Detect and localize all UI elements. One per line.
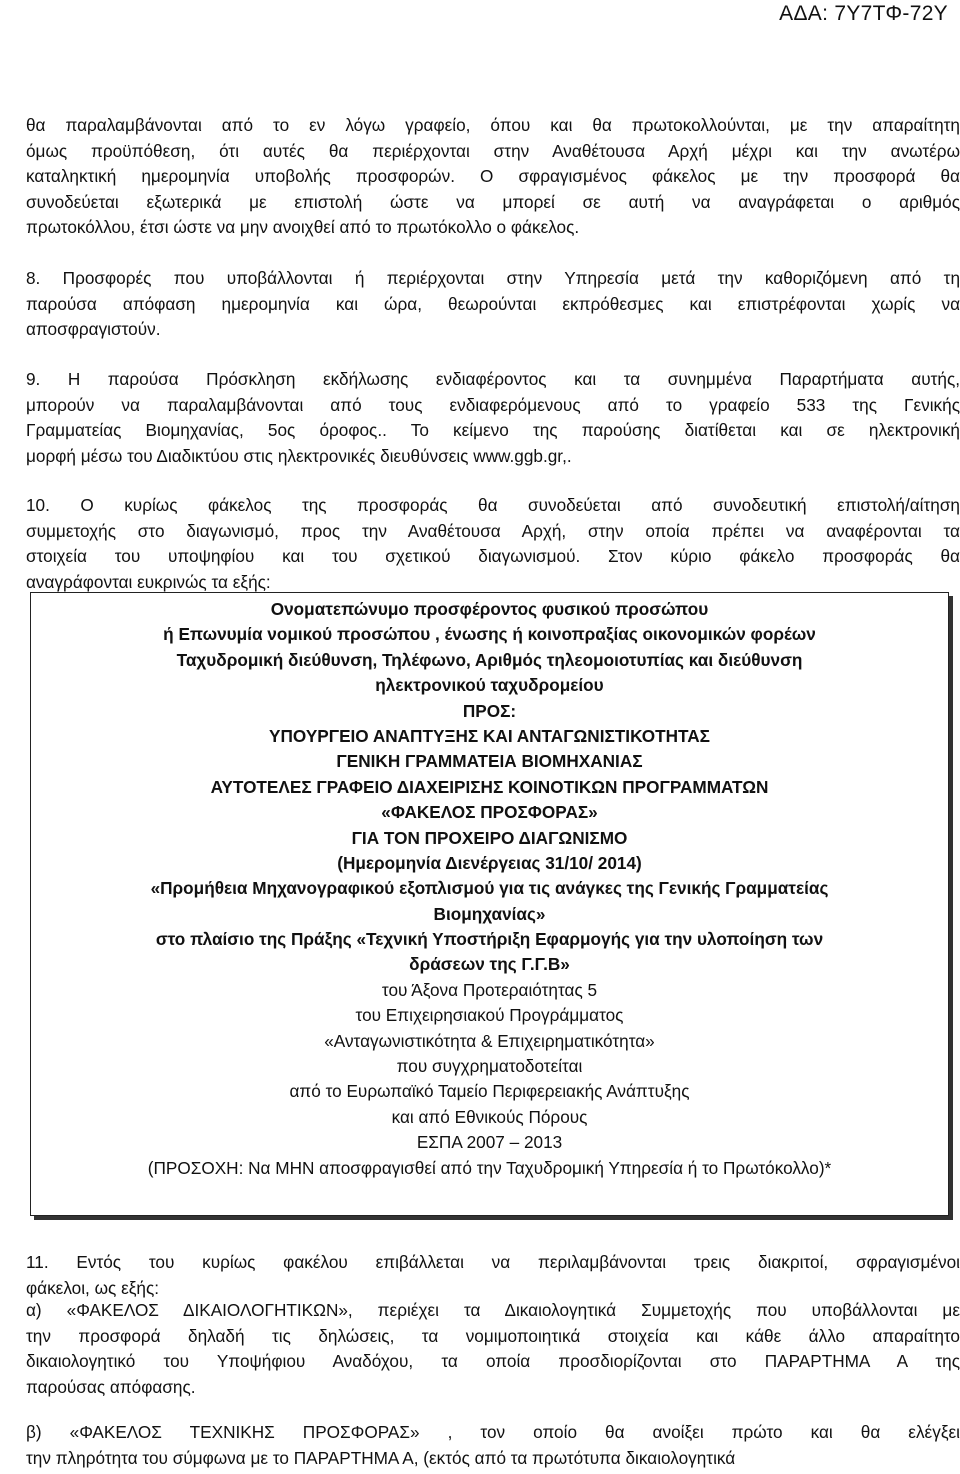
text-line: Γραμματείας Βιομηχανίας, 5ος όροφος.. Το κείμενο της παρούσης διατίθεται και σε ηλεκτρονική <box>26 420 960 440</box>
envelope-line: στο πλαίσιο της Πράξης «Τεχνική Υποστήριξη Εφαρμογής για την υλοποίηση των <box>155 929 824 950</box>
envelope-line: ΠΡΟΣ: <box>462 700 517 721</box>
text-line: 9. Η παρούσα Πρόσκληση εκδήλωσης ενδιαφέροντος και τα συνημμένα Παραρτήματα αυτής, <box>26 369 960 389</box>
envelope-line: που συγχρηματοδοτείται <box>396 1056 583 1077</box>
text-line: αποσφραγιστούν. <box>26 319 161 339</box>
text-line: συμμετοχής στο διαγωνισμό, προς την Αναθέτουσα Αρχή, στην οποία πρέπει να αναφέρονται τα <box>26 520 960 541</box>
envelope-line: ΕΣΠΑ 2007 – 2013 <box>416 1132 563 1153</box>
envelope-line: του Άξονα Προτεραιότητας 5 <box>381 979 598 1000</box>
envelope-line: ΓΙΑ ΤΟΝ ΠΡΟΧΕΙΡΟ ΔΙΑΓΩΝΙΣΜΟ <box>351 827 628 848</box>
text-line: πρωτοκόλλου, έτσι ώστε να μην ανοιχθεί από το πρωτόκολλο ο φάκελος. <box>26 217 580 237</box>
text-line: συνοδεύεται εξωτερικά με επιστολή ώστε να μπορεί σε αυτή να αναγράφεται ο αριθμός <box>26 191 960 212</box>
text-line: την προσφορά δηλαδή τις δηλώσεις, τα νομιμοποιητικά στοιχεία και κάθε άλλο απαραίτητο <box>26 1325 960 1346</box>
text-line: 8. Προσφορές που υποβάλλονται ή περιέρχονται στην Υπηρεσία μετά την καθοριζόμενη από τη <box>26 268 960 288</box>
envelope-line: Ονοματεπώνυμο προσφέροντος φυσικού προσώπου <box>270 599 709 619</box>
envelope-line: «ΦΑΚΕΛΟΣ ΠΡΟΣΦΟΡΑΣ» <box>381 802 598 823</box>
envelope-line: (ΠΡΟΣΟΧΗ: Να ΜΗΝ αποσφραγισθεί από την Ταχυδρομική Υπηρεσία ή το Πρωτόκολλο)* <box>147 1157 832 1178</box>
envelope-label-text <box>31 597 948 1181</box>
text-line: δικαιολογητικό του Υποψήφιου Αναδόχου, τα οποία προσδιορίζονται στο ΠΑΡΑΡΤΗΜΑ Α της <box>26 1351 960 1371</box>
text-line: αναγράφονται ευκρινώς τα εξής: <box>26 571 271 592</box>
text-line: μπορούν να παραλαμβάνονται από τους ενδιαφερόμενους από το γραφείο 533 της Γενικής <box>26 394 960 415</box>
text-line: 10. Ο κυρίως φάκελος της προσφοράς θα συνοδεύεται από συνοδευτική επιστολή/αίτηση <box>26 495 960 515</box>
envelope-line: «Ανταγωνιστικότητα & Επιχειρηματικότητα» <box>324 1030 655 1051</box>
envelope-line: ΑΥΤΟΤΕΛΕΣ ΓΡΑΦΕΙΟ ΔΙΑΧΕΙΡΙΣΗΣ ΚΟΙΝΟΤΙΚΩΝ ΠΡΟΓΡΑΜΜΑΤΩΝ <box>210 776 769 797</box>
envelope-line: δράσεων της Γ.Γ.Β» <box>409 954 570 975</box>
paragraph-9 <box>26 367 960 469</box>
envelope-line: ΓΕΝΙΚΗ ΓΡΑΜΜΑΤΕΙΑ ΒΙΟΜΗΧΑΝΙΑΣ <box>336 751 643 772</box>
envelope-line: «Προμήθεια Μηχανογραφικού εξοπλισμού για τις ανάγκες της Γενικής Γραμματείας <box>150 878 829 899</box>
text-line: παρούσα απόφαση ημερομηνία και ώρα, θεωρούνται εκπρόθεσμες και επιστρέφονται χωρίς να <box>26 293 960 314</box>
text-line: φάκελοι, ως εξής: <box>26 1277 160 1298</box>
ada-header: ΑΔΑ: 7Υ7ΤΦ-72Υ <box>779 2 948 25</box>
text-line: θα παραλαμβάνονται από το εν λόγω γραφείο, όπου και θα πρωτοκολλούνται, με την απαραίτητη <box>26 115 960 135</box>
paragraph-a <box>26 1298 960 1400</box>
envelope-line: ΥΠΟΥΡΓΕΙΟ ΑΝΑΠΤΥΞΗΣ ΚΑΙ ΑΝΤΑΓΩΝΙΣΤΙΚΟΤΗΤΑΣ <box>269 725 710 746</box>
paragraph-8 <box>26 266 960 343</box>
envelope-line: ή Επωνυμία νομικού προσώπου , ένωσης ή κοινοπραξίας οικονομικών φορέων <box>163 624 816 645</box>
envelope-line: (Ημερομηνία Διενέργειας 31/10/ 2014) <box>337 852 642 873</box>
text-line: όμως προϋπόθεση, ότι αυτές θα περιέρχονται στην Αναθέτουσα Αρχή μέχρι και την ανωτέρω <box>26 140 960 161</box>
text-line: β) «ΦΑΚΕΛΟΣ ΤΕΧΝΙΚΗΣ ΠΡΟΣΦΟΡΑΣ» , τον οποίο θα ανοίξει πρώτο και θα ελέγξει <box>26 1422 960 1442</box>
envelope-line: Βιομηχανίας» <box>433 903 546 924</box>
envelope-line: ηλεκτρονικού ταχυδρομείου <box>375 675 604 696</box>
text-line: μορφή μέσω του Διαδικτύου στις ηλεκτρονικές διευθύνσεις www.ggb.gr,. <box>26 445 572 466</box>
envelope-line: του Επιχειρησιακού Προγράμματος <box>355 1005 624 1026</box>
paragraph-intro <box>26 113 960 241</box>
envelope-label-box <box>30 592 949 1216</box>
envelope-line: και από Εθνικούς Πόρους <box>391 1106 588 1127</box>
text-line: την πληρότητα του σύμφωνα με το ΠΑΡΑΡΤΗΜΑ Α, (εκτός από τα πρωτότυπα δικαιολογητικά <box>26 1447 736 1468</box>
text-line: παρούσας απόφασης. <box>26 1376 196 1397</box>
envelope-line: από το Ευρωπαϊκό Ταμείο Περιφερειακής Ανάπτυξης <box>289 1081 690 1102</box>
text-line: στοιχεία του υποψηφίου και του σχετικού διαγωνισμού. Στον κύριο φάκελο προσφοράς θα <box>26 546 960 566</box>
text-line: καταληκτική ημερομηνία υποβολής προσφορών. Ο σφραγισμένος φάκελος με την προσφορά θα <box>26 166 960 186</box>
paragraph-10 <box>26 493 960 595</box>
text-line: α) «ΦΑΚΕΛΟΣ ΔΙΚΑΙΟΛΟΓΗΤΙΚΩΝ», περιέχει τα Δικαιολογητικά Συμμετοχής που υποβάλλονται με <box>26 1300 960 1320</box>
text-line: 11. Εντός του κυρίως φακέλου επιβάλλεται να περιλαμβάνονται τρεις διακριτοί, σφραγισμένοι <box>26 1252 960 1272</box>
paragraph-11 <box>26 1250 960 1301</box>
envelope-line: Ταχυδρομική διεύθυνση, Τηλέφωνο, Αριθμός τηλεομοιοτυπίας και διεύθυνση <box>176 649 803 670</box>
paragraph-b <box>26 1420 960 1471</box>
